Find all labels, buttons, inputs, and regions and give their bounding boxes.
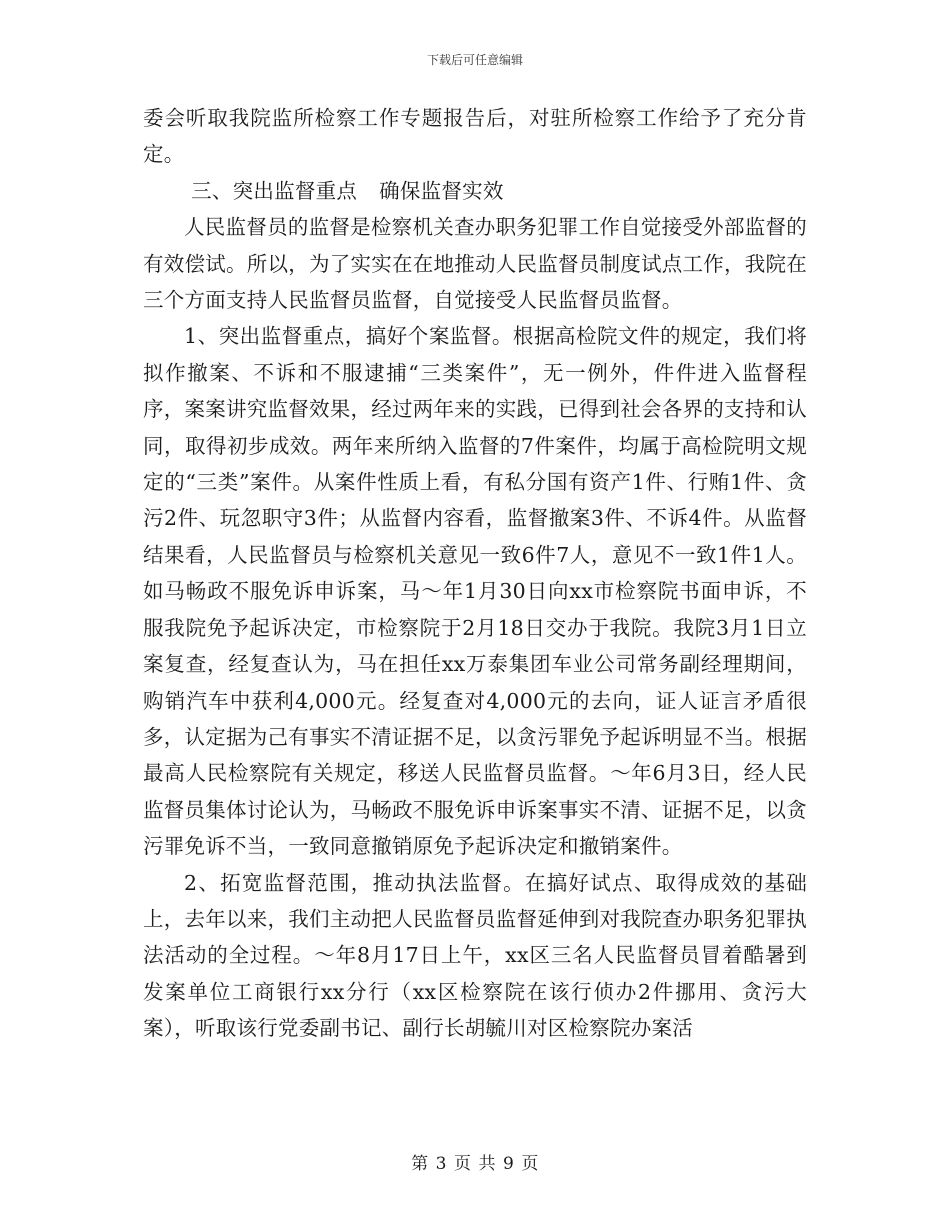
section-heading [143,173,807,209]
page-footer [0,1153,950,1175]
paragraph-continuation: 委会听取我院监所检察工作专题报告后，对驻所检察工作给予了充分肯定。 [143,106,807,167]
section-heading-part2: 确保监督实效 [379,178,504,203]
document-body [143,100,807,1047]
page-label-gong: 共 [478,1154,496,1174]
paragraph-item-1: 1、突出监督重点，搞好个案监督。根据高检院文件的规定，我们将拟作撤案、不诉和不服逮捕“三类案件”，无一例外，件件进入监督程序，案案讲究监督效果，经过两年来的实践，已得到社会各界的支持和认同，取得初步成效。两年来所纳入监督的7件案件，均属于高检院明文规定的“三类”案件。从案件性质上看，有私分国有资产1件、行贿1件、贪污2件、玩忽职守3件；从监督内容看，监督撤案3件、不诉4件。从监督结果看，人民监督员与检察机关意见一致6件7人，意见不一致1件1人。如马畅政不服免诉申诉案，马～年1月30日向xx市检察院书面申诉，不服我院免予起诉决定，市检察院于2月18日交办于我院。我院3月1日立案复查，经复查认为，马在担任xx万泰集团车业公司常务副经理期间，购销汽车中获利4,000元。经复查对4,000元的去向，证人证言矛盾很多，认定据为己有事实不清证据不足，以贪污罪免予起诉明显不当。根据最高人民检察院有关规定，移送人民监督员监督。～年6月3日，经人民监督员集体讨论认为，马畅政不服免诉申诉案事实不清、证据不足，以贪污罪免诉不当，一致同意撤销原免予起诉决定和撤销案件。 [143,324,807,859]
paragraph-intro: 人民监督员的监督是检察机关查办职务犯罪工作自觉接受外部监督的有效偿试。所以，为了实实在在地推动人民监督员制度试点工作，我院在三个方面支持人民监督员监督，自觉接受人民监督员监督。 [143,215,807,313]
page-label-ye: 页 [454,1154,472,1174]
page-current: 3 [435,1154,447,1174]
page-header: 下载后可任意编辑 [426,53,523,67]
section-heading-part1: 三、突出监督重点 [191,178,358,203]
page-label-di: 第 [411,1154,429,1174]
page-label-ye-2: 页 [521,1154,539,1174]
page-total: 9 [503,1154,515,1174]
paragraph-item-2: 2、拓宽监督范围，推动执法监督。在搞好试点、取得成效的基础上，去年以来，我们主动把人民监督员监督延伸到对我院查办职务犯罪执法活动的全过程。～年8月17日上午，xx区三名人民监督员冒着酷暑到发案单位工商银行xx分行（xx区检察院在该行侦办2件挪用、贪污大案），听取该行党委副书记、副行长胡毓川对区检察院办案活 [143,870,807,1041]
